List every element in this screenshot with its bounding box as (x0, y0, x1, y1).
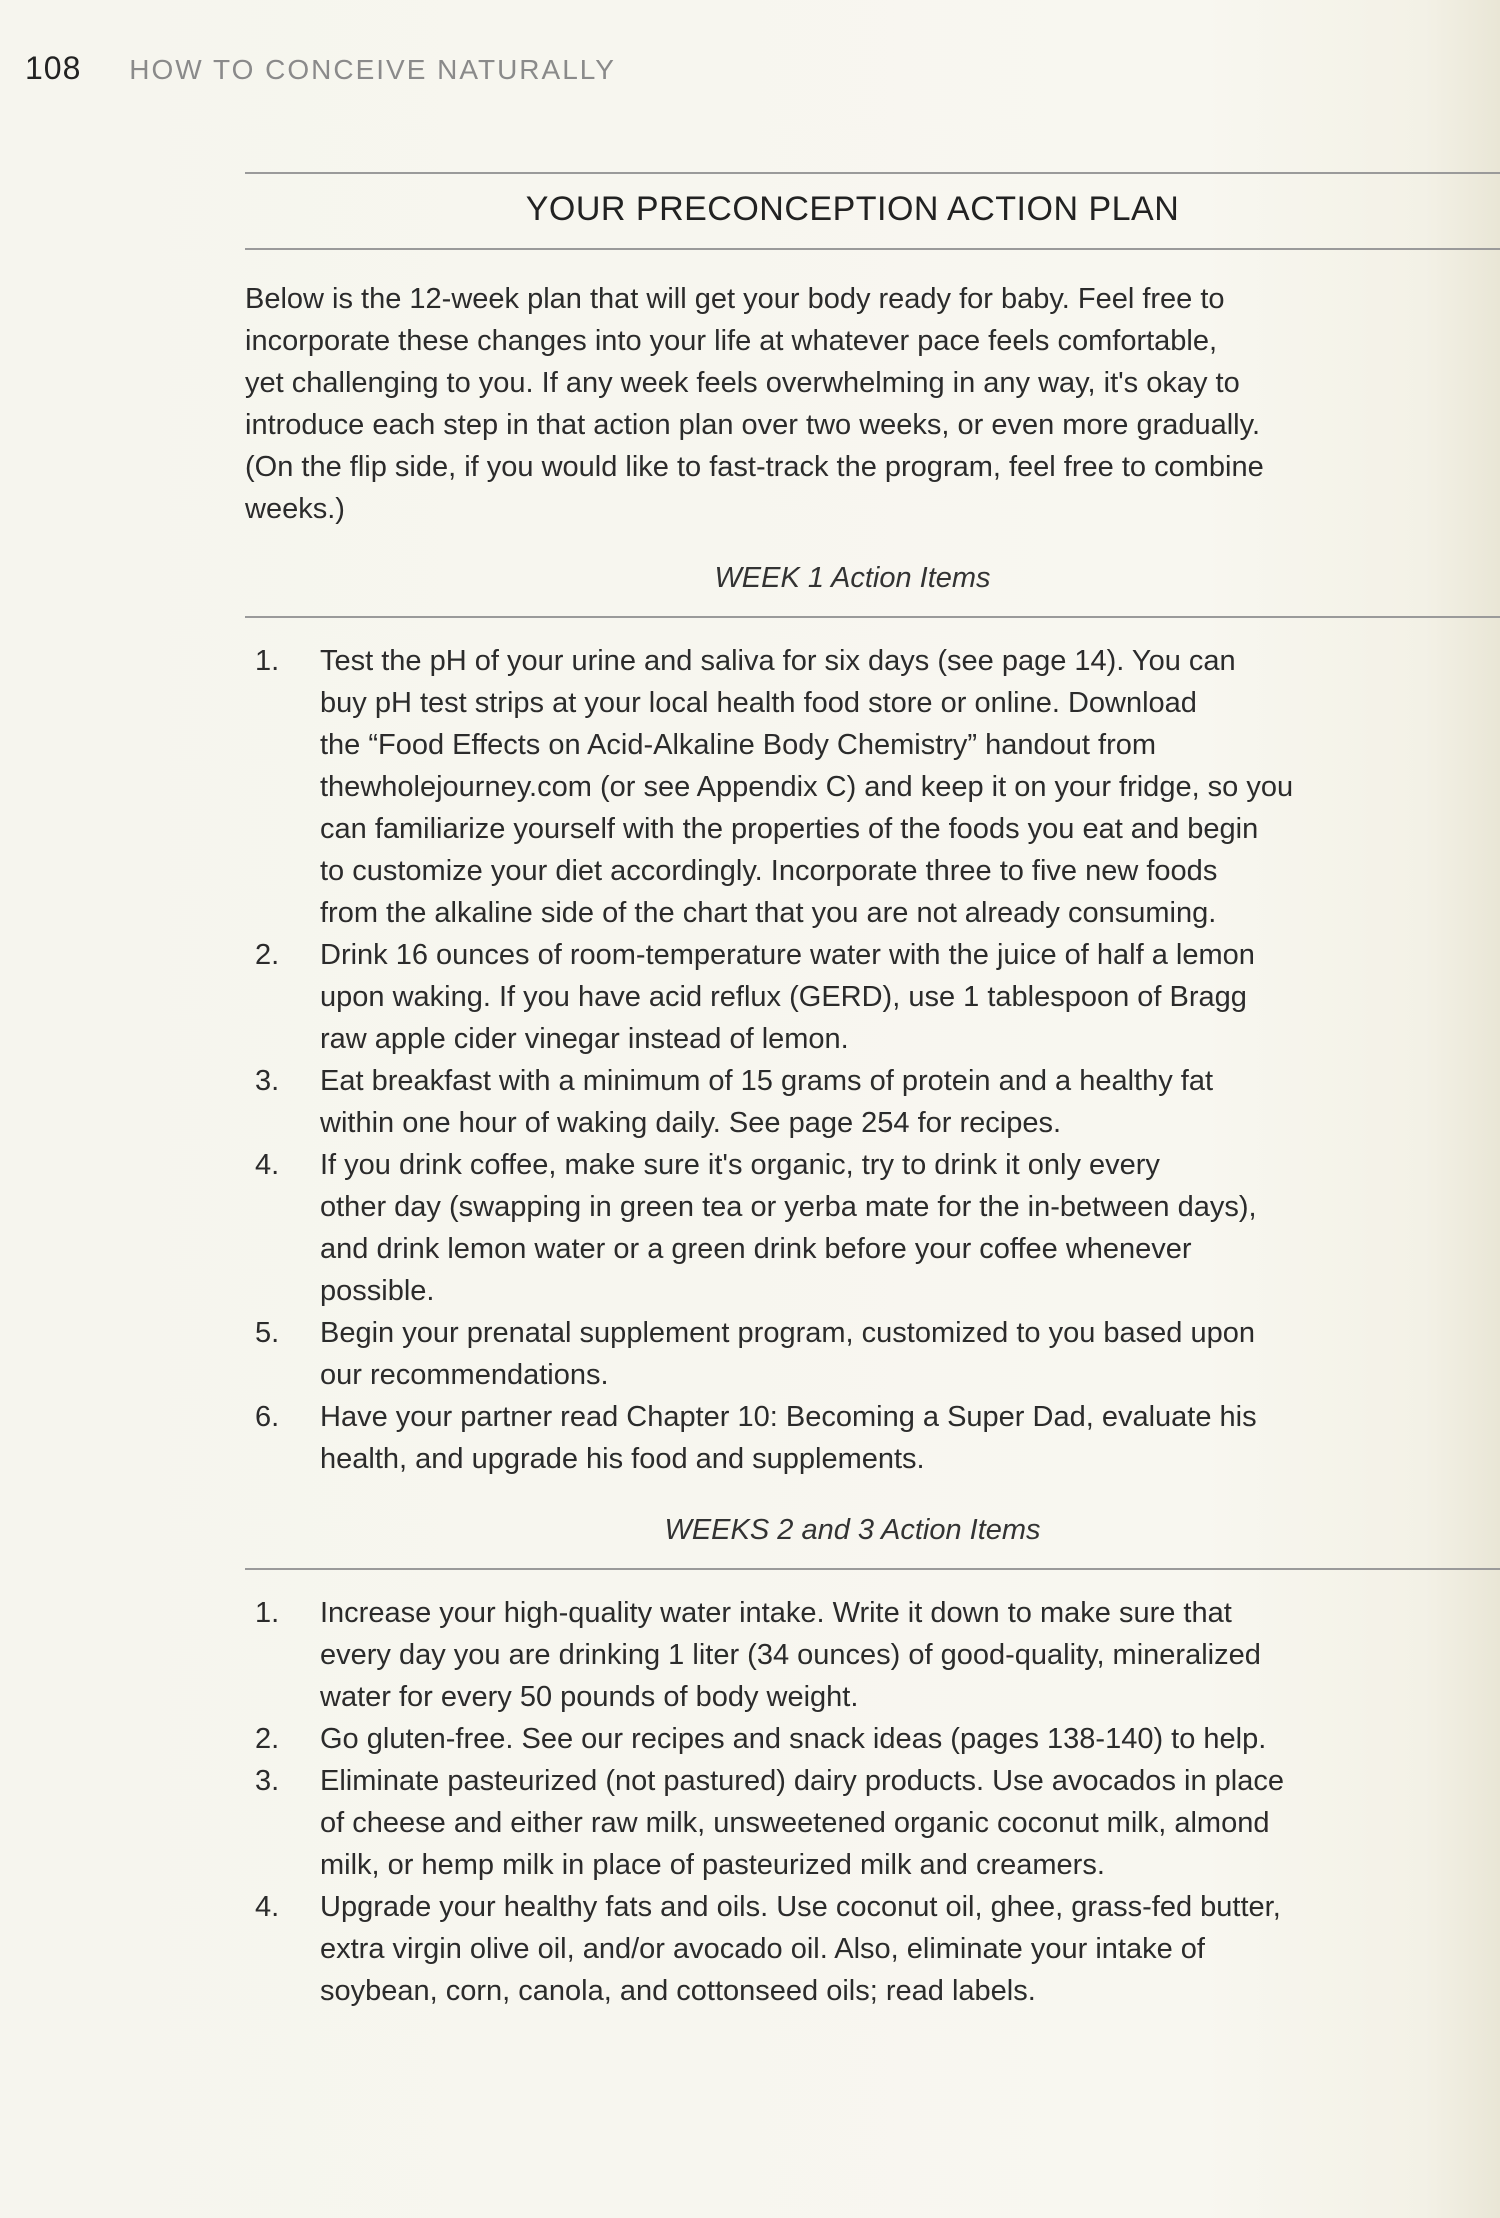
item-text-line: Go gluten-free. See our recipes and snack ideas (pages 138-140) to help. (320, 1723, 1267, 1755)
list-item (255, 1060, 1293, 1144)
item-text-line: soybean, corn, canola, and cottonseed oils; read labels. (320, 1975, 1036, 2007)
item-text-line: within one hour of waking daily. See page 254 for recipes. (320, 1107, 1062, 1139)
item-text-line: Have your partner read Chapter 10: Becoming a Super Dad, evaluate his (320, 1401, 1257, 1433)
item-text-line: raw apple cider vinegar instead of lemon. (320, 1023, 849, 1055)
item-text-line: Drink 16 ounces of room-temperature water with the juice of half a lemon (320, 939, 1255, 971)
book-title: HOW TO CONCEIVE NATURALLY (129, 54, 616, 85)
item-text-line: our recommendations. (320, 1359, 609, 1391)
list-item (255, 1312, 1293, 1396)
section-heading-weeks2-3: WEEKS 2 and 3 Action Items (664, 1514, 1041, 1546)
divider (245, 1568, 1500, 1570)
list-item (255, 1144, 1293, 1312)
item-number: 3. (255, 1765, 280, 1797)
divider (245, 172, 1500, 174)
item-number: 1. (255, 1597, 280, 1629)
item-number: 2. (255, 939, 280, 971)
item-number: 4. (255, 1891, 280, 1923)
intro-line: incorporate these changes into your life at whatever pace feels comfortable, (245, 325, 1218, 357)
item-text-line: every day you are drinking 1 liter (34 ounces) of good-quality, mineralized (320, 1639, 1261, 1671)
item-text-line: water for every 50 pounds of body weight. (320, 1681, 859, 1713)
item-text-line: upon waking. If you have acid reflux (GERD), use 1 tablespoon of Bragg (320, 981, 1247, 1013)
list-item (255, 1886, 1284, 2012)
item-number: 2. (255, 1723, 280, 1755)
item-number: 1. (255, 645, 280, 677)
item-text-line: buy pH test strips at your local health food store or online. Download (320, 687, 1197, 719)
item-text-line: Upgrade your healthy fats and oils. Use coconut oil, ghee, grass-fed butter, (320, 1891, 1281, 1923)
item-number: 5. (255, 1317, 280, 1349)
page-title: YOUR PRECONCEPTION ACTION PLAN (525, 190, 1180, 228)
item-number: 4. (255, 1149, 280, 1181)
intro-line: weeks.) (245, 493, 345, 525)
intro-line: yet challenging to you. If any week feels overwhelming in any way, it's okay to (245, 367, 1240, 399)
item-text-line: possible. (320, 1275, 435, 1307)
intro-paragraph (245, 278, 1264, 530)
item-number: 3. (255, 1065, 280, 1097)
divider (245, 616, 1500, 618)
item-text-line: to customize your diet accordingly. Incorporate three to five new foods (320, 855, 1218, 887)
list-item (255, 1760, 1284, 1886)
intro-line: Below is the 12-week plan that will get your body ready for baby. Feel free to (245, 283, 1225, 315)
item-text-line: Eat breakfast with a minimum of 15 grams of protein and a healthy fat (320, 1065, 1214, 1097)
list-item (255, 640, 1293, 934)
list-item (255, 1592, 1284, 1718)
item-text-line: Eliminate pasteurized (not pastured) dairy products. Use avocados in place (320, 1765, 1284, 1797)
item-text-line: and drink lemon water or a green drink before your coffee whenever (320, 1233, 1192, 1265)
item-text-line: the “Food Effects on Acid-Alkaline Body Chemistry” handout from (320, 729, 1157, 761)
section-heading-week1: WEEK 1 Action Items (714, 562, 991, 594)
list-item (255, 934, 1293, 1060)
item-text-line: from the alkaline side of the chart that you are not already consuming. (320, 897, 1217, 929)
item-text-line: health, and upgrade his food and supplements. (320, 1443, 925, 1475)
page-number: 108 (25, 50, 82, 86)
item-number: 6. (255, 1401, 280, 1433)
item-text-line: extra virgin olive oil, and/or avocado oil. Also, eliminate your intake of (320, 1933, 1205, 1965)
running-head (25, 50, 616, 87)
item-text-line: other day (swapping in green tea or yerba mate for the in-between days), (320, 1191, 1257, 1223)
week1-action-list (255, 640, 1293, 1480)
list-item (255, 1718, 1284, 1760)
divider (245, 248, 1500, 250)
item-text-line: can familiarize yourself with the properties of the foods you eat and begin (320, 813, 1259, 845)
list-item (255, 1396, 1293, 1480)
item-text-line: milk, or hemp milk in place of pasteurized milk and creamers. (320, 1849, 1105, 1881)
item-text-line: Increase your high-quality water intake. Write it down to make sure that (320, 1597, 1232, 1629)
item-text-line: Test the pH of your urine and saliva for six days (see page 14). You can (320, 645, 1236, 677)
intro-line: (On the flip side, if you would like to fast-track the program, feel free to combine (245, 451, 1264, 483)
item-text-line: of cheese and either raw milk, unsweetened organic coconut milk, almond (320, 1807, 1270, 1839)
item-text-line: thewholejourney.com (or see Appendix C) and keep it on your fridge, so you (320, 771, 1294, 803)
item-text-line: Begin your prenatal supplement program, customized to you based upon (320, 1317, 1256, 1349)
intro-line: introduce each step in that action plan over two weeks, or even more gradually. (245, 409, 1261, 441)
item-text-line: If you drink coffee, make sure it's organic, try to drink it only every (320, 1149, 1160, 1181)
weeks2-3-action-list (255, 1592, 1284, 2012)
